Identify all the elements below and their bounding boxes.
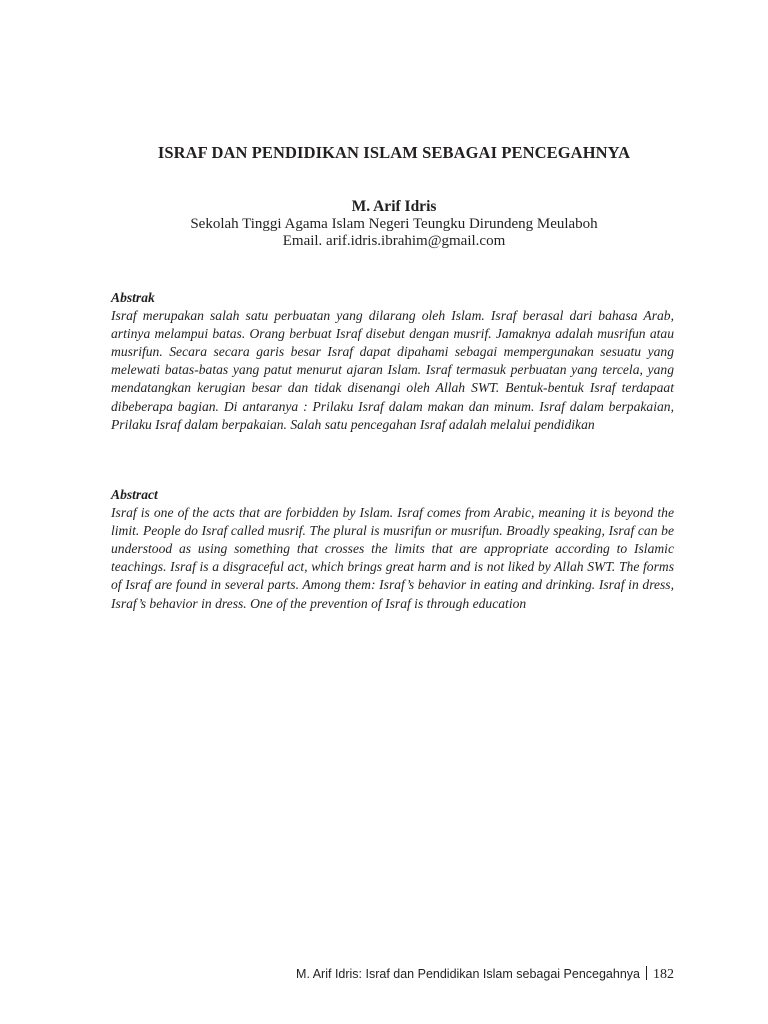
author-block [0, 198, 768, 251]
author-name: M. Arif Idris [351, 198, 437, 215]
page-number: 182 [653, 967, 674, 982]
abstract-heading: Abstract [111, 487, 158, 502]
page-footer [296, 966, 674, 983]
abstract-section [111, 486, 674, 613]
abstrak-heading: Abstrak [111, 290, 155, 305]
running-head: M. Arif Idris: Israf dan Pendidikan Islam sebagai Pencegahnya [296, 967, 640, 981]
author-email: Email. arif.idris.ibrahim@gmail.com [282, 233, 506, 249]
paper-title: ISRAF DAN PENDIDIKAN ISLAM SEBAGAI PENCEGAHNYA [157, 143, 631, 162]
abstrak-text: Israf merupakan salah satu perbuatan yang dilarang oleh Islam. Israf berasal dari bahasa Arab, artinya melampui batas. Orang berbuat Israf disebut dengan musrif. Jamaknya adalah musrifun atau musrifun. Secara secara garis besar Israf dapat dipahami sebagai mempergunakan sesuatu yang melewati batas-batas yang patut menurut ajaran Islam. Israf termasuk perbuatan yang tercela, yang mendatangkan kerugian besar dan tidak disenangi oleh Allah SWT. Bentuk-bentuk Israf terdapaat dibeberapa bagian. Di antaranya : Prilaku Israf dalam makan dan minum. Israf dalam berpakaian, Prilaku Israf dalam berpakaian. Salah satu pencegahan Israf adalah melalui pendidikan [111, 308, 674, 432]
author-affiliation: Sekolah Tinggi Agama Islam Negeri Teungku Dirundeng Meulaboh [190, 215, 598, 232]
abstrak-section [111, 289, 674, 434]
footer-divider [646, 966, 647, 980]
abstract-text: Israf is one of the acts that are forbidden by Islam. Israf comes from Arabic, meaning it is beyond the limit. People do Israf called musrif. The plural is musrifun or musrifun. Broadly speaking, Israf can be understood as using something that crosses the limits that are appropriate according to Islamic teachings. Israf is a disgraceful act, which brings great harm and is not liked by Allah SWT. The forms of Israf are found in several parts. Among them: Israf’s behavior in eating and drinking. Israf in dress, Israf’s behavior in dress. One of the prevention of Israf is through education [111, 505, 674, 611]
